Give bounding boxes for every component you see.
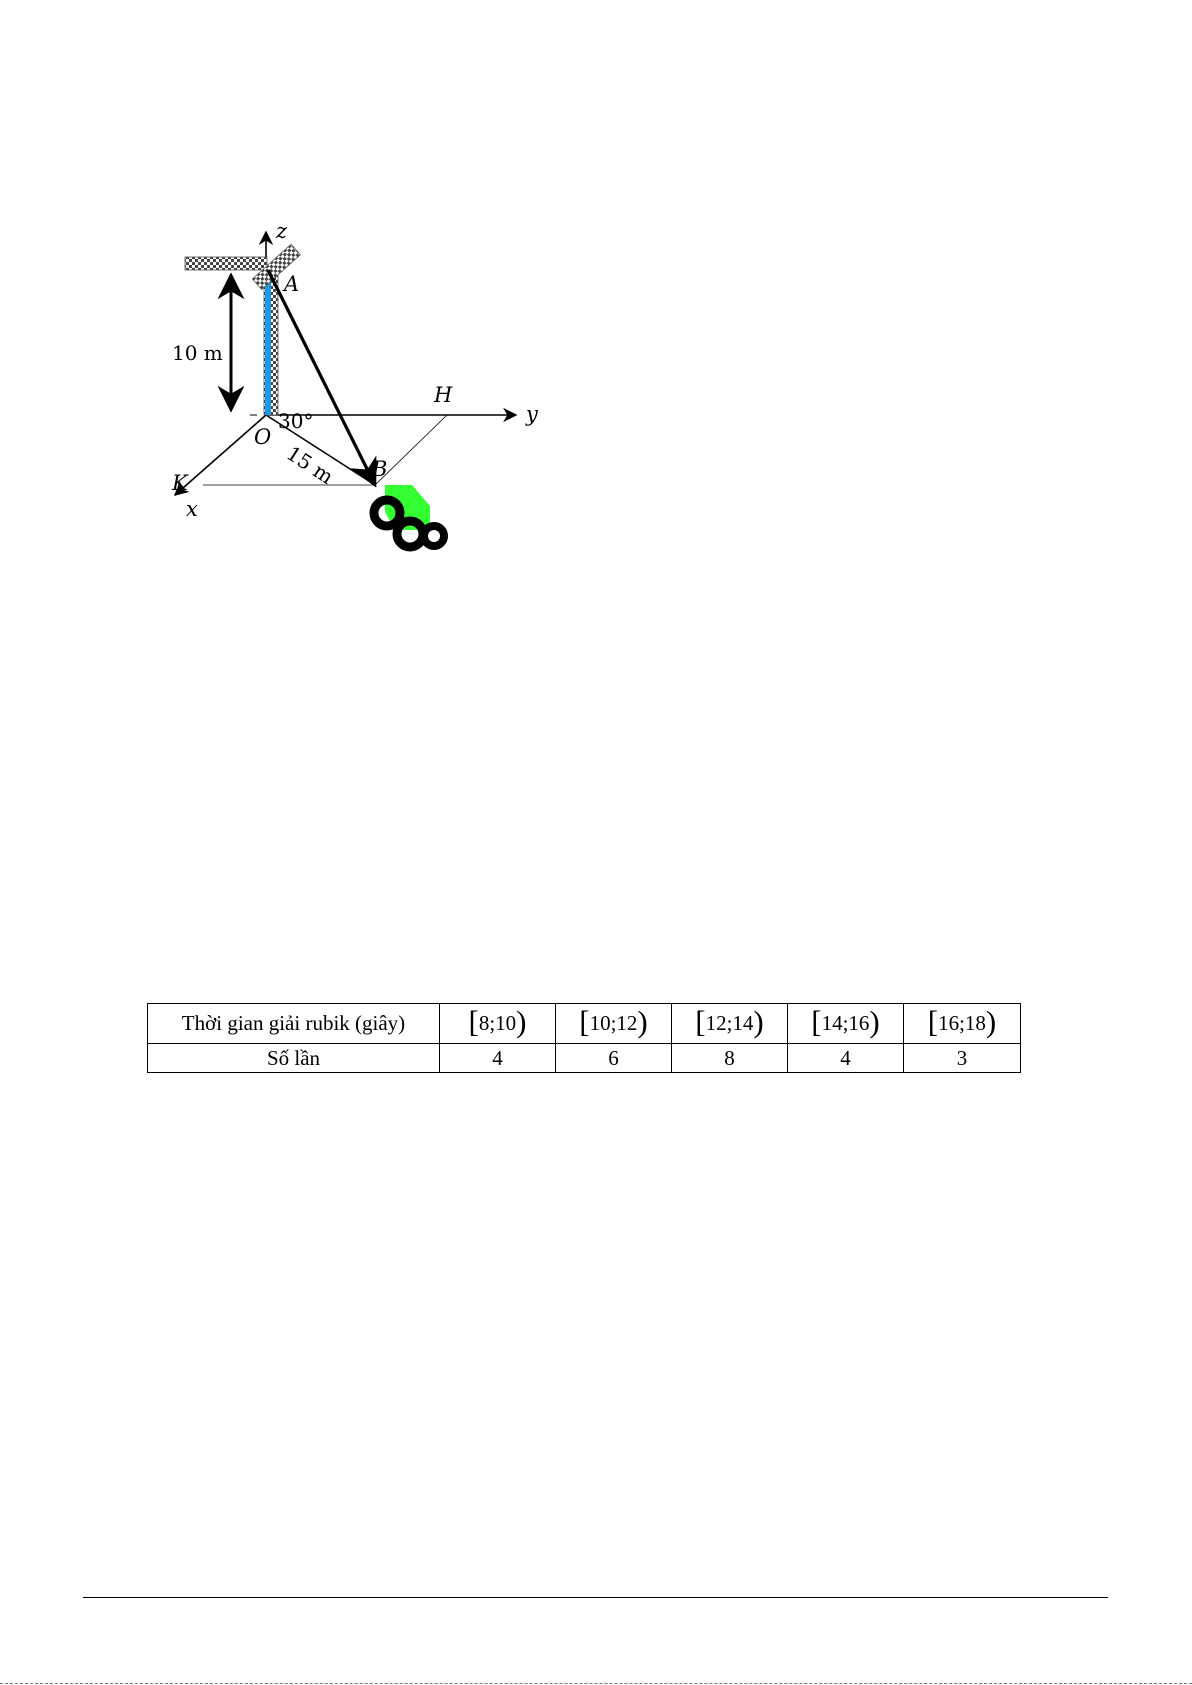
pole-blue <box>265 272 271 415</box>
x-axis <box>175 415 266 495</box>
label-k: K <box>172 471 188 495</box>
label-x: x <box>186 497 198 521</box>
table-row <box>148 1004 1021 1044</box>
frequency-table <box>147 1003 1021 1073</box>
interval-cell: [16;18) <box>904 1004 1021 1044</box>
page-edge-divider <box>0 1683 1192 1684</box>
count-cell: 8 <box>672 1044 788 1073</box>
line-a-b <box>268 270 375 485</box>
table-row <box>148 1044 1021 1073</box>
row-header-time: Thời gian giải rubik (giây) <box>148 1004 440 1044</box>
label-o: O <box>254 425 272 449</box>
interval-cell: [14;16) <box>788 1004 904 1044</box>
row-header-count: Số lần <box>148 1044 440 1073</box>
count-cell: 4 <box>788 1044 904 1073</box>
car-wheel <box>397 521 423 547</box>
car-icon <box>374 485 444 547</box>
interval-cell: [12;14) <box>672 1004 788 1044</box>
label-z: z <box>276 220 288 243</box>
label-h: H <box>434 383 453 407</box>
geometry-figure <box>150 220 570 565</box>
label-height: 10 m <box>172 341 223 365</box>
label-b: B <box>372 457 388 481</box>
count-cell: 3 <box>904 1044 1021 1073</box>
camera-arm-left <box>185 257 267 270</box>
footer-divider <box>83 1597 1108 1598</box>
car-wheel <box>424 526 444 546</box>
interval-cell: [10;12) <box>556 1004 672 1044</box>
label-distance: 15 m <box>282 441 338 489</box>
label-a: A <box>284 272 300 296</box>
interval-cell: [8;10) <box>440 1004 556 1044</box>
label-y: y <box>526 402 538 426</box>
count-cell: 4 <box>440 1044 556 1073</box>
label-angle: 30° <box>278 409 314 433</box>
count-cell: 6 <box>556 1044 672 1073</box>
